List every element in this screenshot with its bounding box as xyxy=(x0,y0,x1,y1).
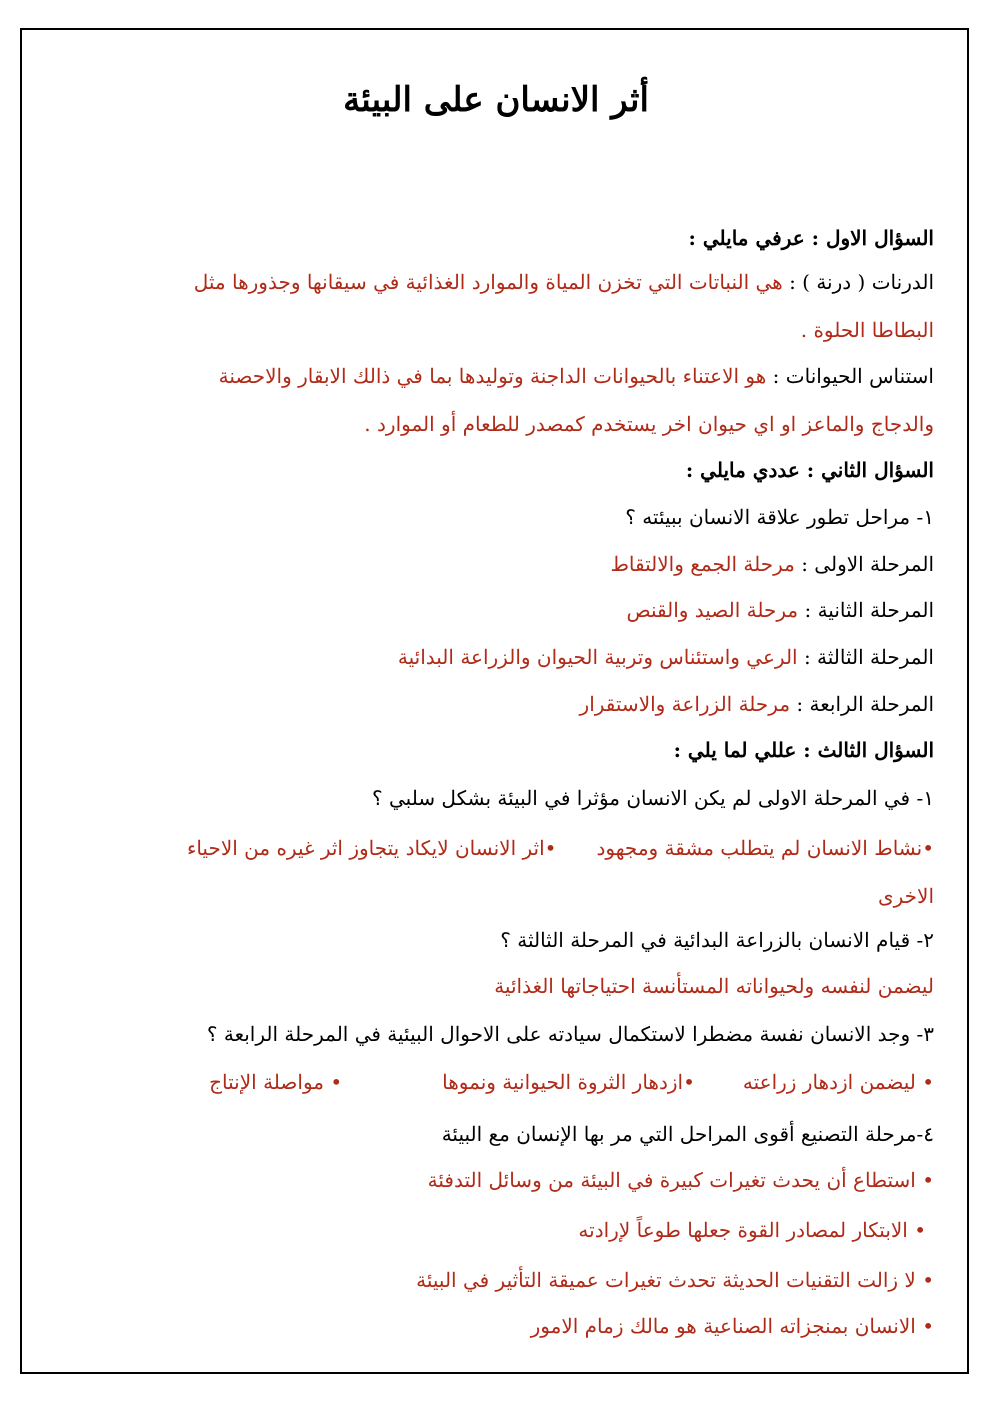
stage-value: مرحلة الجمع والالتقاط xyxy=(610,552,795,576)
stage-value: مرحلة الزراعة والاستقرار xyxy=(579,692,791,716)
q1-def1-a: هي النباتات التي تخزن المياة والموارد الغذائية في سيقانها وجذورها مثل xyxy=(193,270,783,294)
q2-stage-2 xyxy=(104,596,934,624)
q3-a1-bullet-1: •نشاط الانسان لم يتطلب مشقة ومجهود xyxy=(596,836,934,860)
q1-def2-b: والدجاج والماعز او اي حيوان اخر يستخدم كمصدر للطعام أو الموارد . xyxy=(364,412,934,436)
q3-a3-bullet-3: • مواصلة الإنتاج xyxy=(209,1070,343,1094)
q1-def1-b: البطاطا الحلوة . xyxy=(800,318,934,342)
q3-a1-bullet-2: •اثر الانسان لايكاد يتجاوز اثر غيره من الاحياء xyxy=(186,836,557,860)
q2-stage-4 xyxy=(104,690,934,718)
q1-term2: استناس الحيوانات : xyxy=(772,364,934,388)
stage-label: المرحلة الرابعة : xyxy=(796,692,934,716)
q3-a4-bullet-1: • استطاع أن يحدث تغيرات كبيرة في البيئة من وسائل التدفئة xyxy=(427,1168,934,1192)
q3-a4-bullet-2: • الابتكار لمصادر القوة جعلها طوعاً لإرادته xyxy=(578,1218,926,1242)
stage-label: المرحلة الثالثة : xyxy=(803,645,934,669)
stage-value: الرعي واستئناس وتربية الحيوان والزراعة البدائية xyxy=(397,645,798,669)
q3-a3-bullet-1: • ليضمن ازدهار زراعته xyxy=(742,1070,934,1094)
q1-heading: السؤال الاول : عرفي مايلي : xyxy=(688,226,934,250)
stage-value: مرحلة الصيد والقنص xyxy=(626,598,799,622)
q3-a3-bullet-2: •ازدهار الثروة الحيوانية ونموها xyxy=(442,1070,695,1094)
stage-label: المرحلة الاولى : xyxy=(801,552,934,576)
q3-a4-bullet-3: • لا زالت التقنيات الحديثة تحدث تغيرات عميقة التأثير في البيئة xyxy=(416,1268,934,1292)
q2-heading: السؤال الثاني : عددي مايلي : xyxy=(685,458,934,482)
q3-item-2: ٢- قيام الانسان بالزراعة البدائية في المرحلة الثالثة ؟ xyxy=(500,928,934,952)
q3-heading: السؤال الثالث : عللي لما يلي : xyxy=(673,738,934,762)
q3-answer-2: ليضمن لنفسه ولحيواناته المستأنسة احتياجاتها الغذائية xyxy=(494,974,934,998)
q2-stage-1 xyxy=(104,550,934,578)
q1-def2-line xyxy=(104,362,934,390)
q3-a1-cont: الاخرى xyxy=(877,884,934,908)
q3-item-4: ٤-مرحلة التصنيع أقوى المراحل التي مر بها الإنسان مع البيئة xyxy=(441,1122,934,1146)
q3-answer-3 xyxy=(104,1068,934,1096)
q3-item-3: ٣- وجد الانسان نفسة مضطرا لاستكمال سيادته على الاحوال البيئية في المرحلة الرابعة ؟ xyxy=(206,1022,934,1046)
q3-answer-1 xyxy=(104,834,934,862)
page-title: أثر الانسان على البيئة xyxy=(343,80,649,120)
q1-term1: الدرنات ( درنة ) : xyxy=(789,270,934,294)
q1-def1-line xyxy=(104,268,934,296)
q3-a4-bullet-4: • الانسان بمنجزاته الصناعية هو مالك زمام الامور xyxy=(530,1314,934,1338)
q2-item: ١- مراحل تطور علاقة الانسان ببيئته ؟ xyxy=(625,505,934,529)
q3-item-1: ١- في المرحلة الاولى لم يكن الانسان مؤثرا في البيئة بشكل سلبي ؟ xyxy=(372,786,934,810)
stage-label: المرحلة الثانية : xyxy=(804,598,934,622)
q1-def2-a: هو الاعتناء بالحيوانات الداجنة وتوليدها بما في ذالك الابقار والاحصنة xyxy=(218,364,767,388)
q2-stage-3 xyxy=(104,643,934,671)
